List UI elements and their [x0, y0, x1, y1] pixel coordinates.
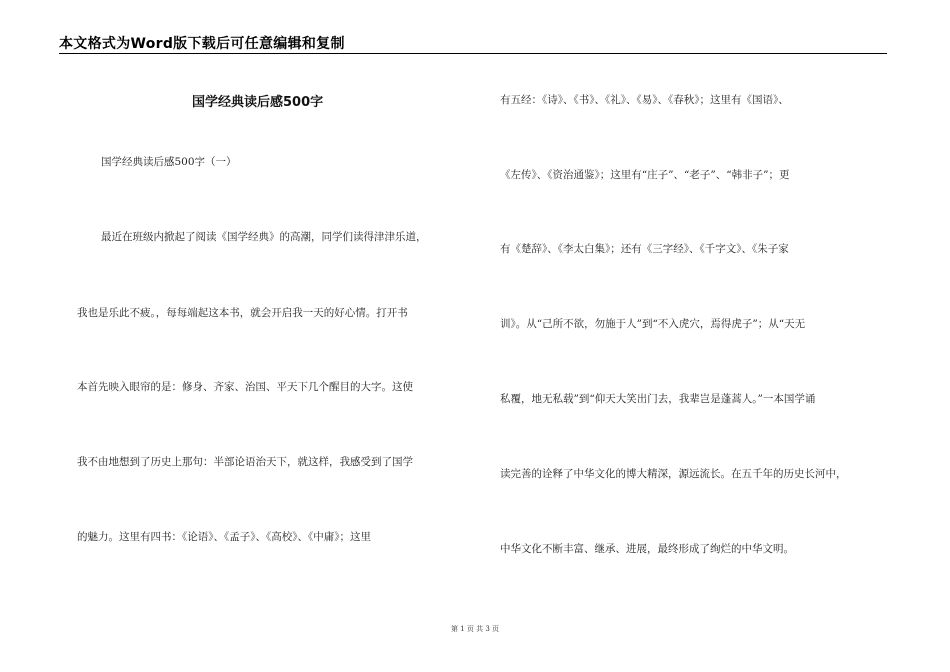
right-column: [500, 0, 892, 600]
body-line: 本首先映入眼帘的是：修身、齐家、治国、平天下几个醒目的大字。这使: [77, 381, 413, 393]
page-number: 第 1 页 共 3 页: [450, 625, 500, 633]
body-line: 读完善的诠释了中华文化的博大精深，源远流长。在五千年的历史长河中，: [500, 468, 847, 480]
body-line: 训》。从“己所不欲，勿施于人”到“不入虎穴，焉得虎子”；从“天无: [500, 318, 806, 330]
subtitle-line: 国学经典读后感500字（一）: [101, 156, 237, 168]
body-line: 的魅力。这里有四书：《论语》、《孟子》、《高校》、《中庸》；这里: [77, 531, 371, 543]
body-line: 有《楚辞》、《李太白集》；还有《三字经》、《千字文》、《朱子家: [500, 243, 789, 255]
body-line: 私覆，地无私载”到“仰天大笑出门去，我辈岂是蓬蒿人。”一本国学诵: [500, 393, 816, 405]
body-line: 我不由地想到了历史上那句：半部论语治天下，就这样，我感受到了国学: [77, 456, 413, 468]
body-line: 《左传》、《资治通鉴》；这里有“庄子”、“老子”、“韩非子”；更: [500, 169, 790, 181]
left-column: [77, 0, 477, 600]
body-line: 有五经：《诗》、《书》、《礼》、《易》、《春秋》；这里有《国语》、: [500, 94, 789, 106]
body-line: 我也是乐此不疲。，每每端起这本书，就会开启我一天的好心情。打开书: [77, 307, 408, 319]
document-title: 国学经典读后感500字: [192, 95, 324, 110]
body-line: 中华文化不断丰富、继承、进展，最终形成了绚烂的中华文明。: [500, 543, 794, 555]
download-banner: 本文格式为Word版下载后可任意编辑和复制: [59, 36, 345, 52]
body-line: 最近在班级内掀起了阅读《国学经典》的高潮，同学们读得津津乐道，: [101, 231, 427, 243]
